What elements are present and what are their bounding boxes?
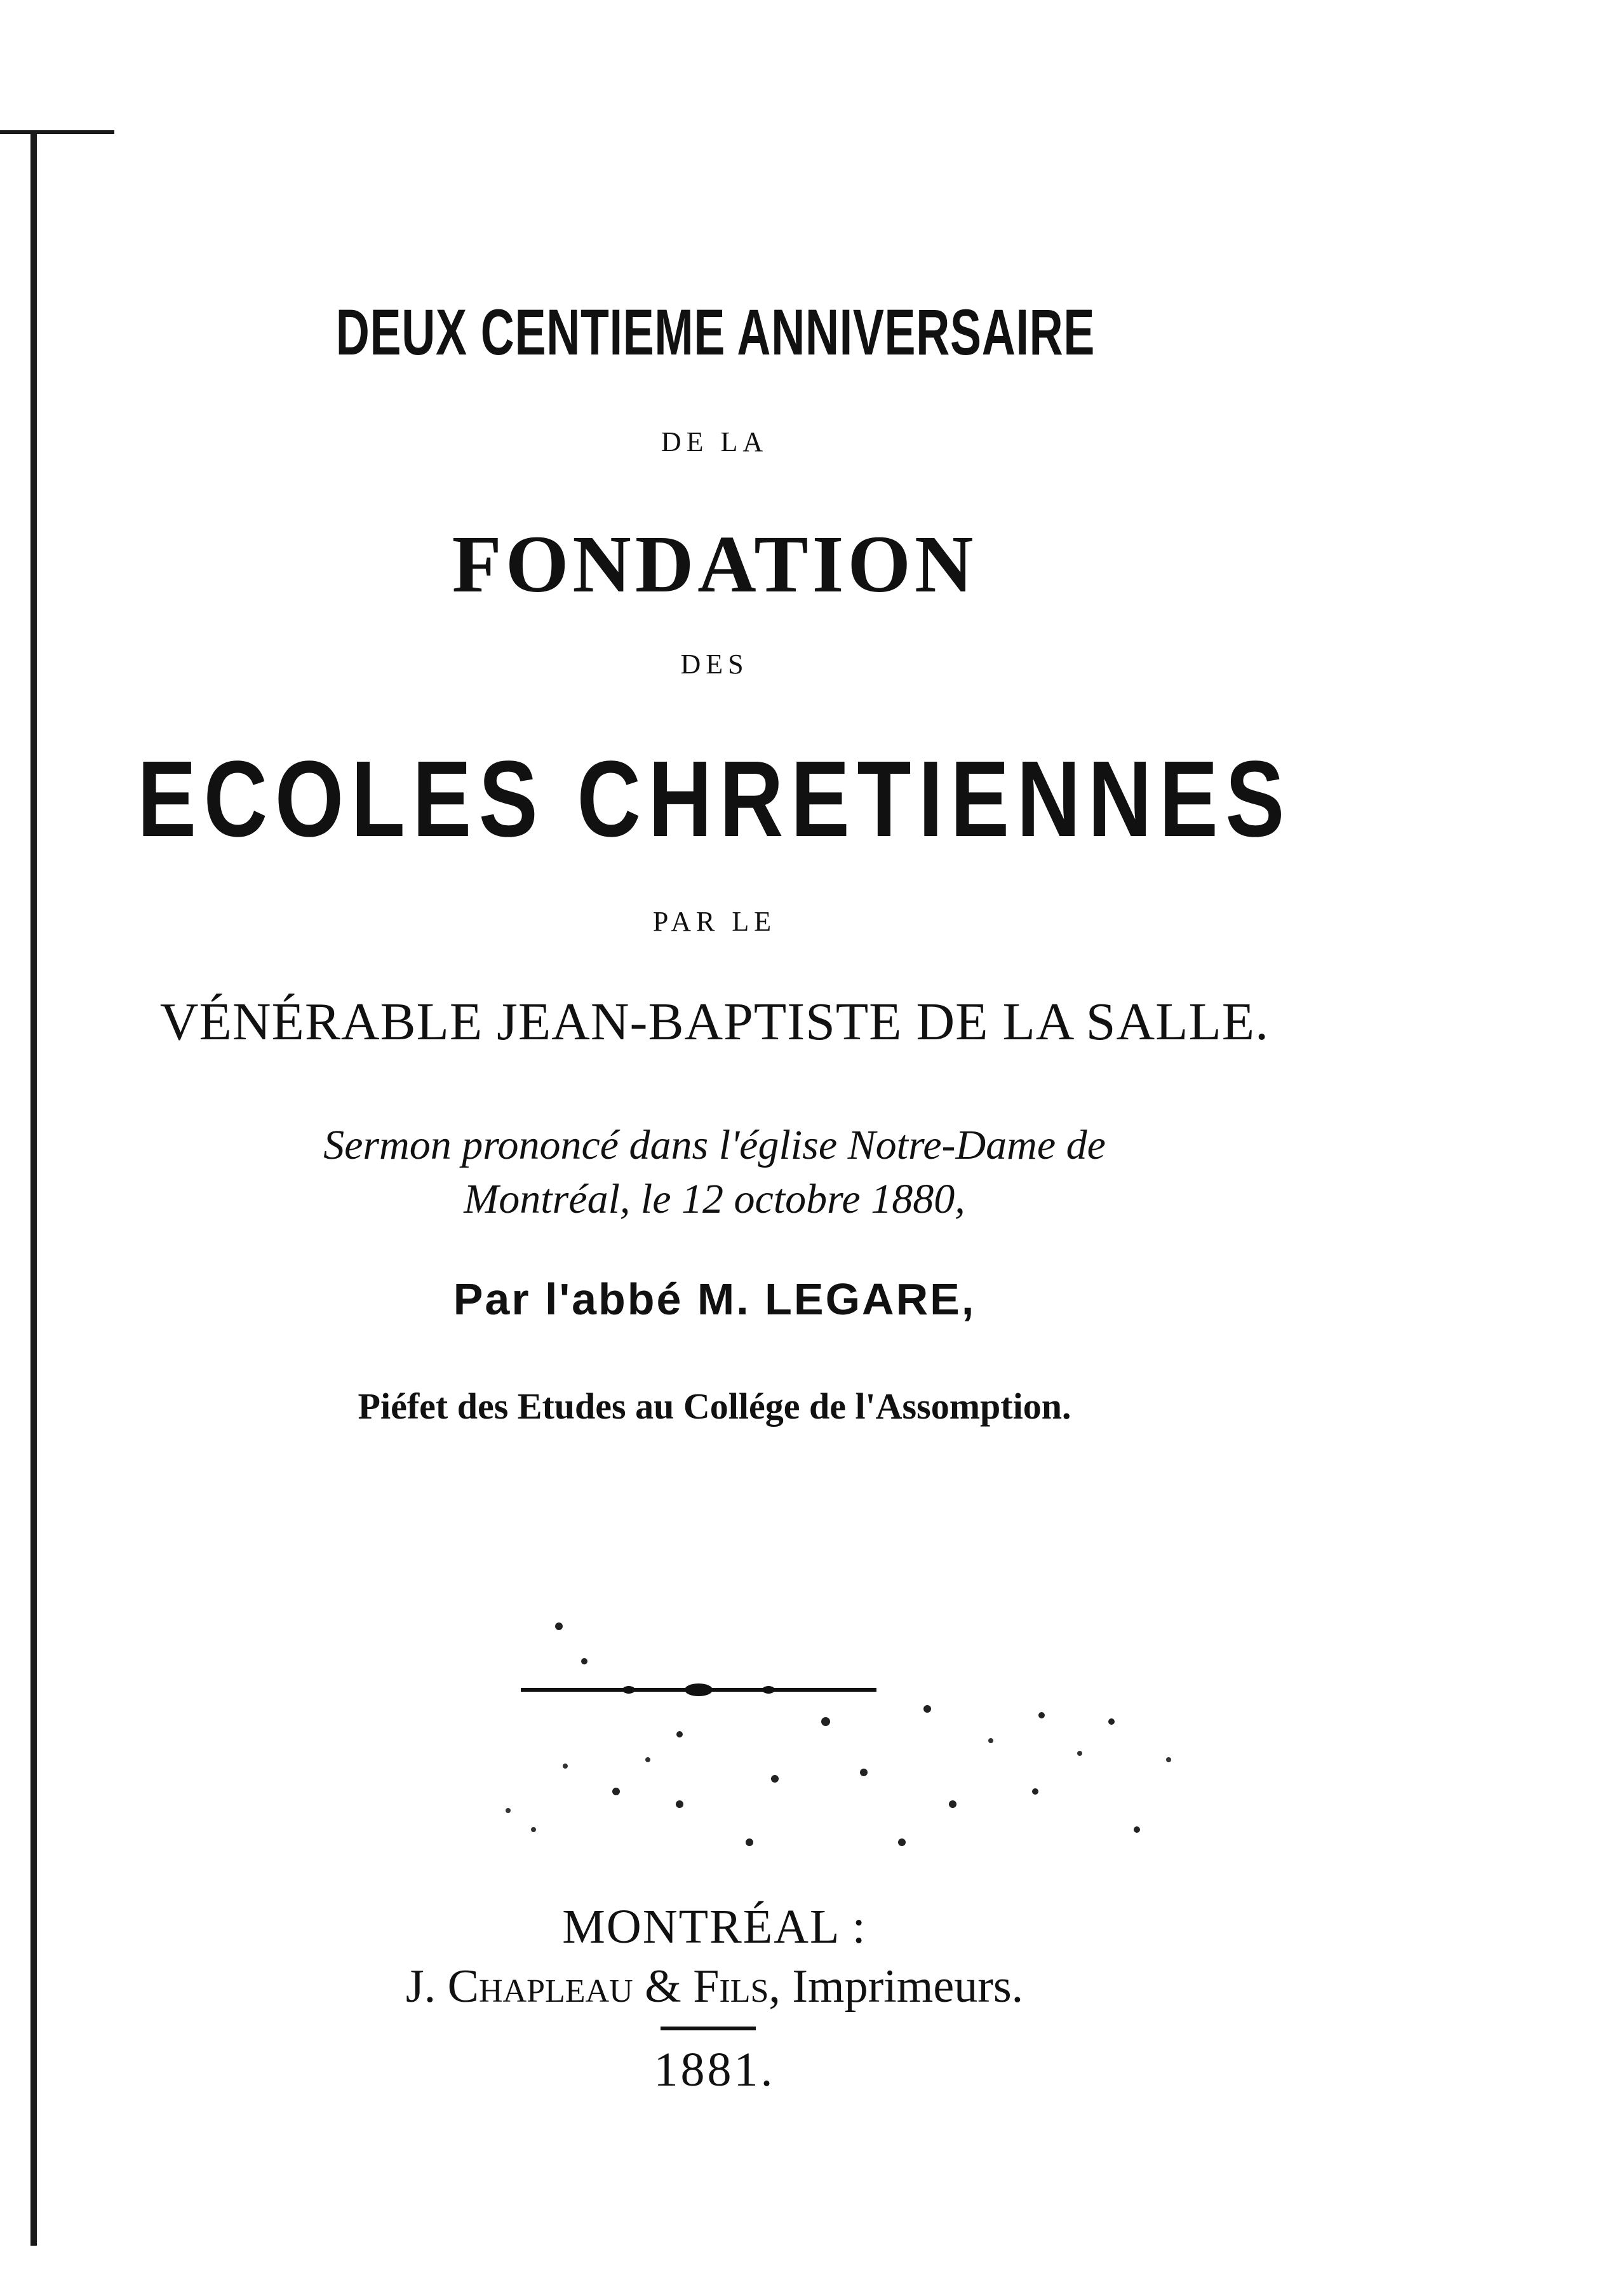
imprint-year: 1881. xyxy=(654,2043,775,2096)
heading-de-la: DE LA xyxy=(661,426,768,457)
heading-fondation: FONDATION xyxy=(452,519,977,609)
heading-venerable: VÉNÉRABLE JEAN-BAPTISTE DE LA SALLE. xyxy=(159,992,1270,1051)
imprint-printer-initial: J. xyxy=(405,1960,448,2013)
imprint-city: MONTRÉAL : xyxy=(562,1900,867,1953)
author-line: Par l'abbé M. LEGARE, xyxy=(453,1274,976,1324)
year-rule xyxy=(661,2027,756,2030)
subtitle-line-1: Sermon prononcé dans l'église Notre-Dame de xyxy=(323,1122,1106,1168)
heading-par-le: PAR LE xyxy=(652,906,777,937)
heading-anniversary: DEUX CENTIEME ANNIVERSAIRE xyxy=(335,296,1096,368)
imprint-printer-amp: & xyxy=(633,1960,694,2013)
imprint-printer-fils: Fils xyxy=(693,1960,769,2013)
author-title: Piéfet des Etudes au Collége de l'Assomption. xyxy=(358,1386,1071,1427)
heading-des: DES xyxy=(680,649,749,680)
imprint-printer xyxy=(0,1960,1429,2014)
ornament-rule-icon xyxy=(470,1601,1258,1868)
imprint-printer-rest: , Imprimeurs. xyxy=(768,1960,1024,2013)
heading-ecoles-chretiennes: ECOLES CHRETIENNES xyxy=(137,739,1292,860)
imprint-printer-name: Chapleau xyxy=(447,1960,633,2013)
binding-top-rule xyxy=(0,130,114,134)
subtitle-line-2: Montréal, le 12 octobre 1880, xyxy=(464,1176,965,1222)
